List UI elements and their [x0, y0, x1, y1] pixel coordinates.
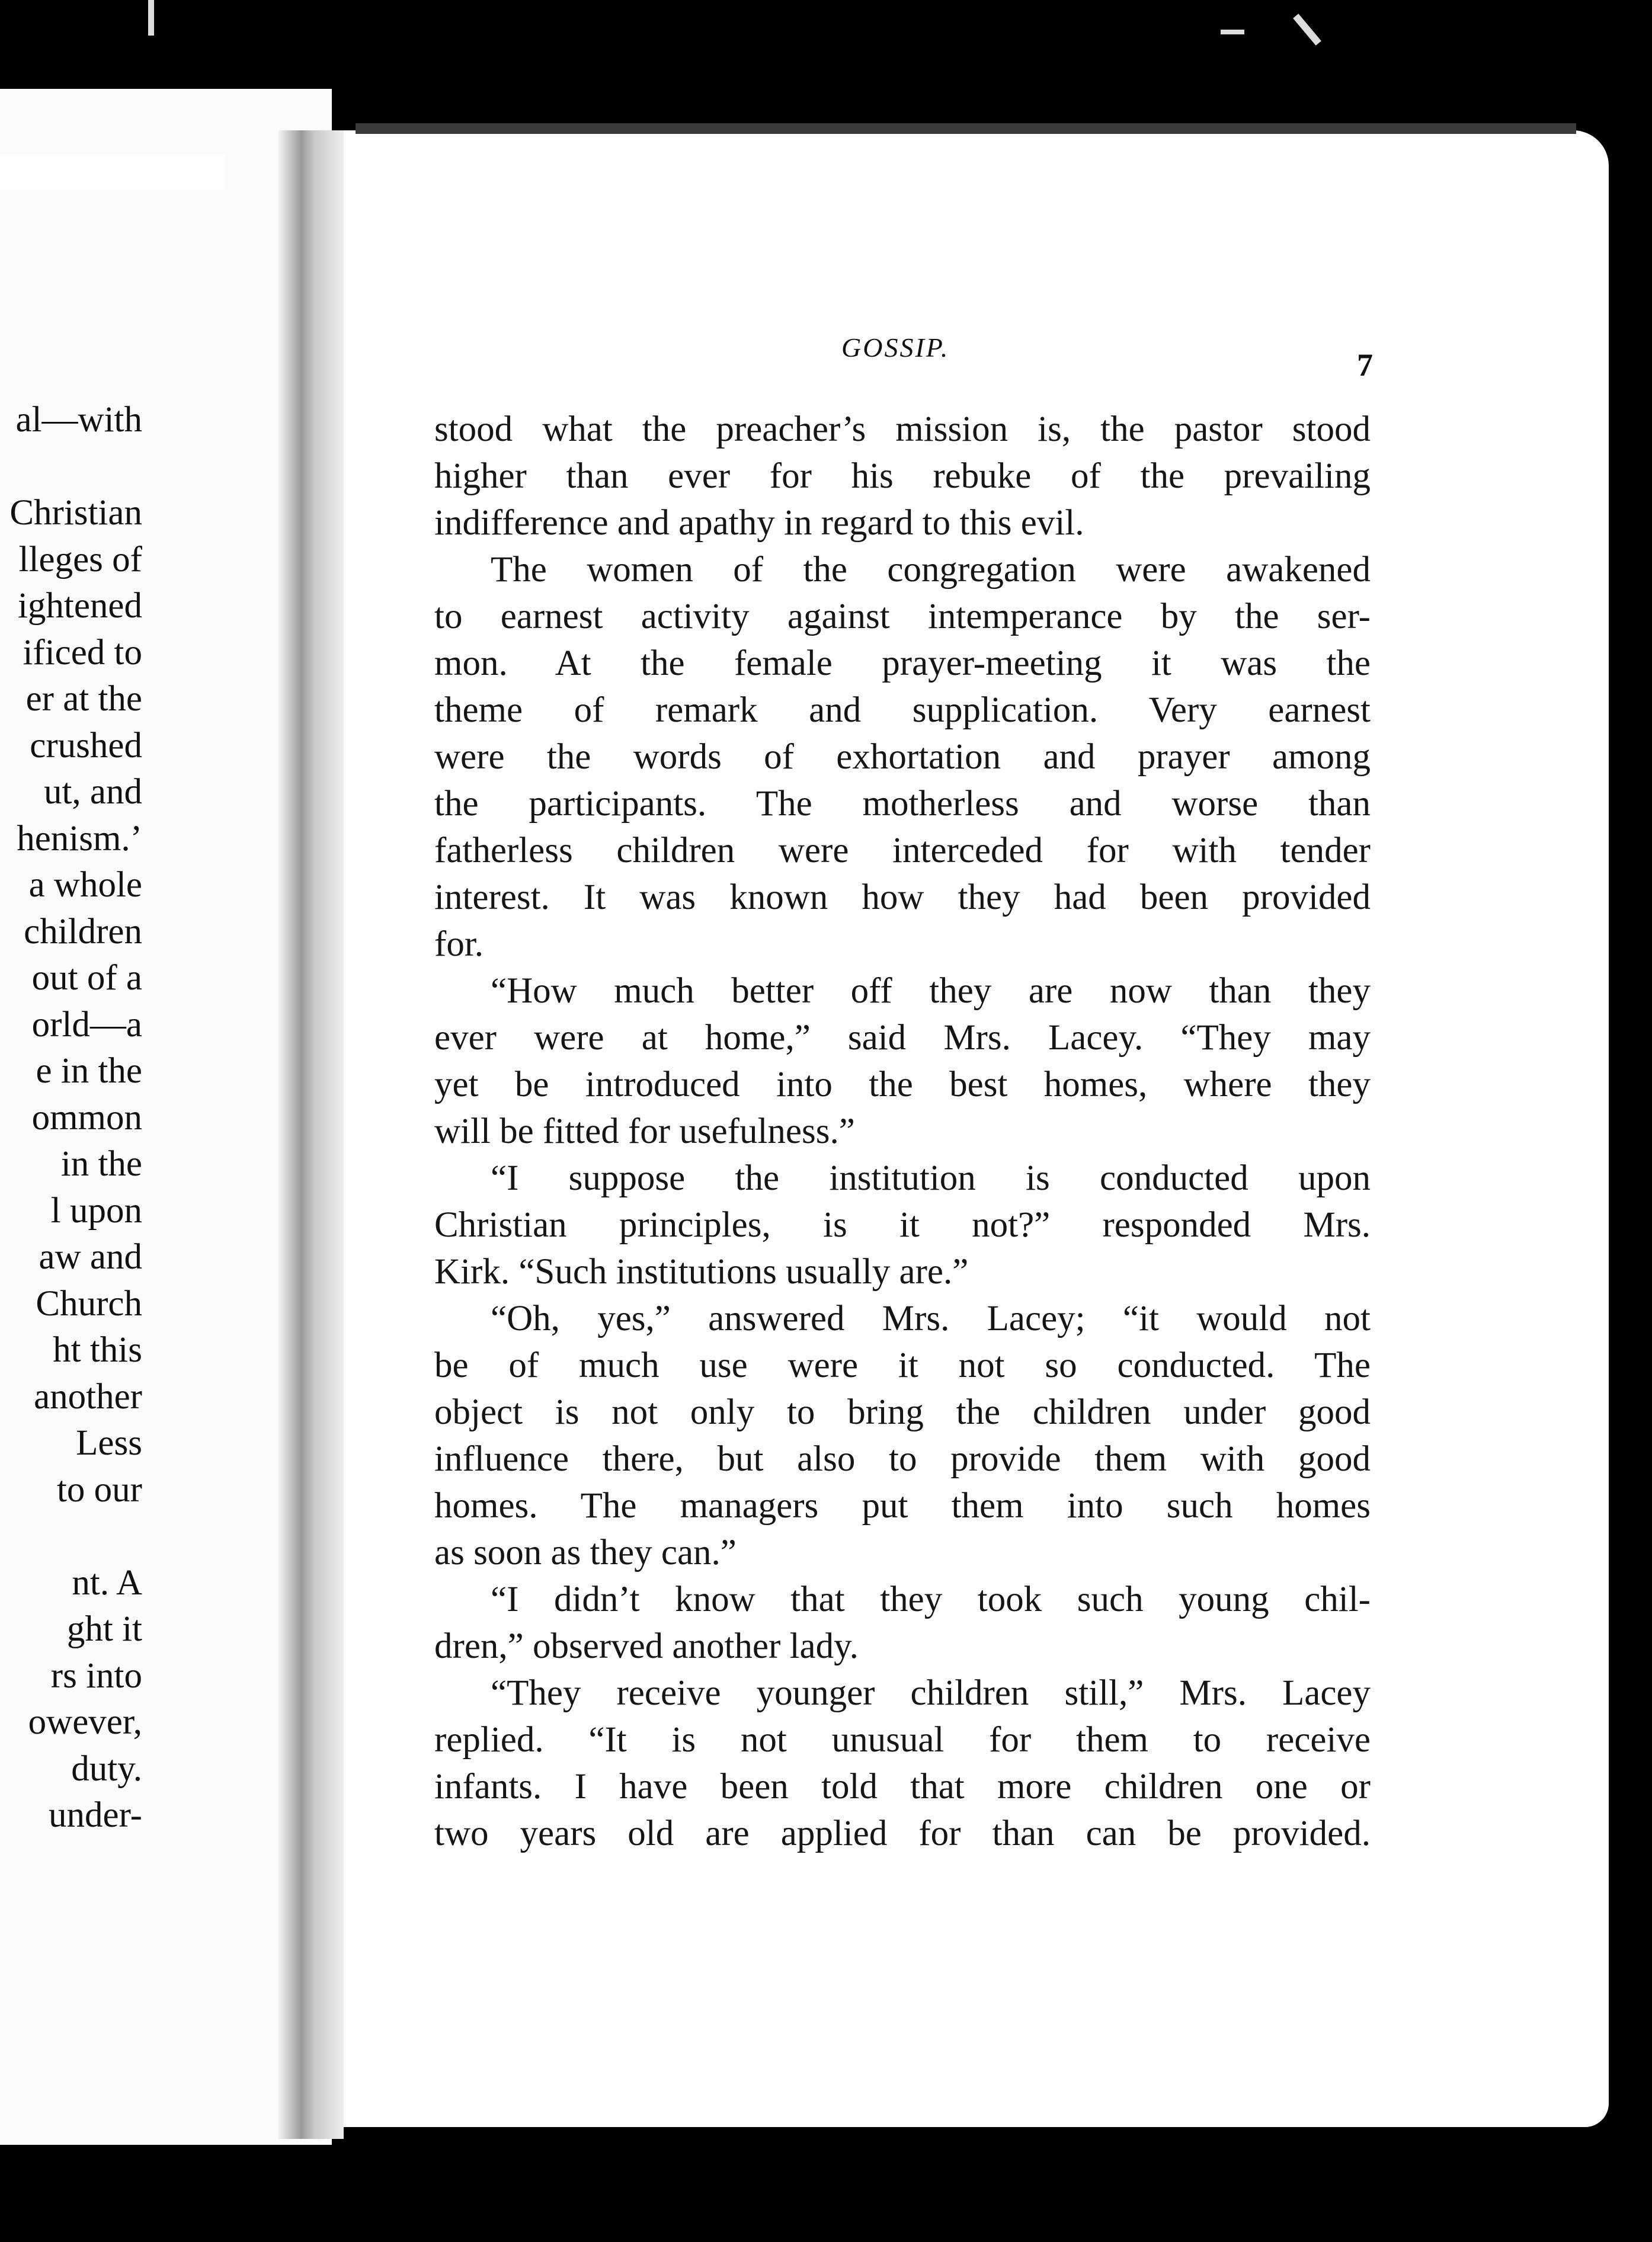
- text-line: replied. “It is not unusual for them to receive: [434, 1720, 1371, 1760]
- speck: [148, 0, 154, 36]
- page-number: 7: [1357, 347, 1373, 383]
- text-line: mon. At the female prayer-meeting it was the: [434, 643, 1371, 683]
- text-line: infants. I have been told that more children one or: [434, 1767, 1371, 1807]
- text-line: dren,” observed another lady.: [434, 1626, 859, 1666]
- text-line: homes. The managers put them into such homes: [434, 1486, 1371, 1526]
- left-text-line: under-: [49, 1795, 142, 1835]
- left-text-line: rs into: [50, 1655, 142, 1696]
- left-text-line: ut, and: [43, 772, 142, 812]
- text-line: influence there, but also to provide them with good: [434, 1439, 1371, 1479]
- left-text-line: Less: [76, 1423, 142, 1463]
- text-line: The women of the congregation were awakened: [491, 550, 1371, 590]
- page-top-edge: [356, 123, 1576, 134]
- text-line: two years old are applied for than can be provided.: [434, 1814, 1371, 1853]
- left-text-line: crushed: [30, 725, 142, 766]
- text-line: as soon as they can.”: [434, 1533, 737, 1572]
- text-line: Kirk. “Such institutions usually are.”: [434, 1252, 969, 1292]
- left-text-line: henism.’: [17, 818, 142, 859]
- left-text-line: l upon: [50, 1190, 142, 1231]
- left-page-text: [0, 397, 142, 1839]
- left-text-line: Christian: [9, 493, 142, 533]
- left-text-line: out of a: [31, 958, 142, 998]
- text-line: ever were at home,” said Mrs. Lacey. “They may: [434, 1018, 1371, 1058]
- left-text-line: nt. A: [72, 1562, 142, 1603]
- text-line: “They receive younger children still,” Mrs. Lacey: [491, 1673, 1371, 1713]
- left-text-line: e in the: [36, 1051, 142, 1091]
- left-text-line: duty.: [71, 1748, 142, 1789]
- left-text-line: ht this: [53, 1330, 142, 1370]
- left-text-line: ificed to: [23, 632, 142, 672]
- left-text-line: lleges of: [18, 539, 142, 579]
- text-line: be of much use were it not so conducted. The: [434, 1346, 1371, 1385]
- left-text-line: to our: [56, 1469, 142, 1510]
- left-text-line: a whole: [28, 865, 142, 905]
- left-text-line: owever,: [28, 1702, 142, 1742]
- left-text-line: another: [34, 1376, 142, 1417]
- left-text-line: [0, 1513, 142, 1560]
- text-line: interest. It was known how they had been provided: [434, 877, 1371, 917]
- left-text-line: aw and: [39, 1237, 142, 1277]
- text-line: fatherless children were interceded for with tender: [434, 831, 1371, 870]
- text-line: “How much better off they are now than they: [491, 971, 1371, 1011]
- left-text-line: in the: [60, 1144, 142, 1184]
- text-line: theme of remark and supplication. Very earnest: [434, 690, 1371, 730]
- text-line: “Oh, yes,” answered Mrs. Lacey; “it would not: [491, 1299, 1371, 1338]
- body-text: [434, 406, 1371, 1857]
- left-text-line: er at the: [25, 679, 142, 719]
- left-text-line: [0, 444, 142, 491]
- left-text-line: ommon: [31, 1097, 142, 1138]
- left-text-line: ightened: [17, 586, 142, 626]
- left-text-line: al—with: [15, 400, 142, 440]
- left-text-line: ght it: [66, 1609, 142, 1649]
- binding-gutter: [278, 130, 344, 2139]
- speck: [1293, 14, 1321, 46]
- speck: [1221, 30, 1244, 34]
- left-text-line: Church: [36, 1283, 142, 1324]
- text-line: yet be introduced into the best homes, where they: [434, 1065, 1371, 1104]
- text-line: were the words of exhortation and prayer among: [434, 737, 1371, 777]
- text-line: will be fitted for usefulness.”: [434, 1112, 855, 1151]
- text-line: the participants. The motherless and worse than: [434, 784, 1371, 824]
- cover-edge: [0, 154, 225, 190]
- running-head: GOSSIP.: [841, 332, 950, 363]
- text-line: to earnest activity against intemperance by the ser-: [434, 597, 1371, 636]
- text-line: Christian principles, is it not?” responded Mrs.: [434, 1205, 1371, 1245]
- left-text-line: children: [24, 911, 142, 952]
- text-line: indifference and apathy in regard to this evil.: [434, 503, 1084, 543]
- text-line: stood what the preacher’s mission is, the pastor stood: [434, 409, 1371, 449]
- text-line: for.: [434, 924, 484, 964]
- text-line: object is not only to bring the children under good: [434, 1392, 1371, 1432]
- text-line: “I suppose the institution is conducted upon: [491, 1158, 1371, 1198]
- left-text-line: orld—a: [31, 1004, 142, 1045]
- text-line: higher than ever for his rebuke of the prevailing: [434, 456, 1371, 496]
- text-line: “I didn’t know that they took such young chil-: [491, 1580, 1371, 1619]
